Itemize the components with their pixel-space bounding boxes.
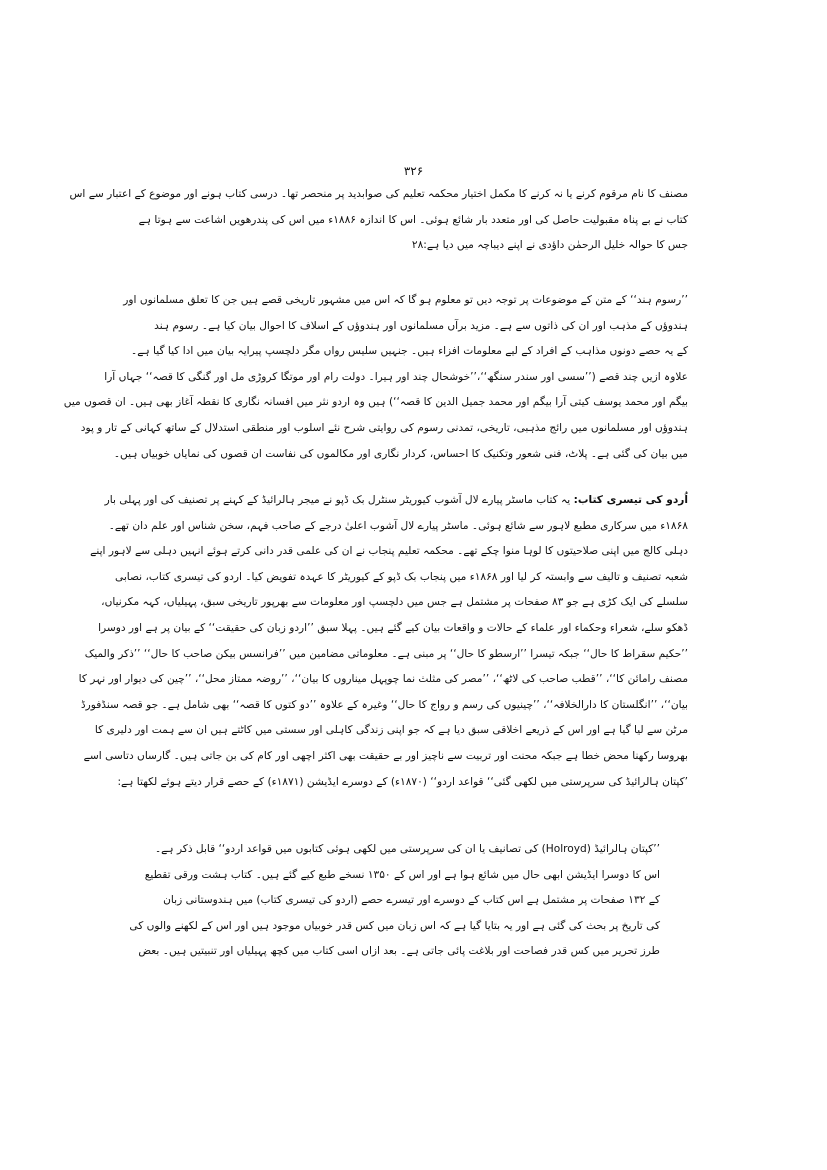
text-line: اس کا دوسرا ایڈیشن ابھی حال میں شائع ہوا ہے اور اس کے ۱۳۵۰ نسخے طبع کیے گئے ہیں۔ کتاب ہشت ورقی تقطیع <box>144 868 660 881</box>
text-line: مرٹن سے لیا گیا ہے اور اس کے ذریعے اخلاقی سبق دیا ہے کہ جو اپنی زندگی کاہلی اور سستی میں کاٹتے ہیں ان سے ہمت اور دلیری کا <box>94 724 688 737</box>
text-line: ’کپتان ہالرائیڈ کی سرپرستی میں لکھی گئی‘‘ قواعد اردو‘‘ (۱۸۷۰ء) کے دوسرے ایڈیشن (۱۸۷۱ء) کے حصے قرار دیتے ہوئے لکھتا ہے: <box>117 775 688 788</box>
text-line: بھروسا رکھنا محض خطا ہے جبکہ محنت اور تربیت سے ناچیز اور بے حقیقت بھی اکثر اچھی اور کام کی بن جاتی ہیں۔ گارساں دتاسی اسے <box>83 749 688 762</box>
text-line: شعبہ تصنیف و تالیف سے وابستہ کر لیا اور ۱۸۶۸ء میں پنجاب بک ڈپو کے کیوریٹر کا عہدہ تفویض کیا۔ اردو کی تیسری کتاب، نصابی <box>114 570 688 583</box>
text-line: ’’رسوم ہند‘‘ کے متن کے موضوعات پر توجہ دیں تو معلوم ہو گا کہ اس میں مشہور تاریخی قصے ہیں جن کا تعلق مسلمانوں اور <box>123 294 688 306</box>
text-line: جس کا حوالہ خلیل الرحمٰن داؤدی نے اپنے دیباچہ میں دیا ہے:۲۸ <box>411 239 688 252</box>
text-line <box>104 488 688 514</box>
text-line: مصنف رامائن کا‘‘، ’’قطب صاحب کی لاٹھ‘‘، ’’مصر کی مثلث نما چوپہل میناروں کا بیان‘‘، ’’روضہ ممتاز محل‘‘، ’’چین کی دیوار اور نہر کا <box>78 673 688 686</box>
text-line: کے یہ حصے دونوں مذاہب کے افراد کے لیے معلومات افزاء ہیں۔ جنہیں سلیس رواں مگر دلچسپ پیرایہ بیان میں ادا کیا گیا ہے۔ <box>131 345 688 358</box>
text-line: علاوہ ازیں چند قصے (’’سسی اور سندر سنگھ‘‘،’’خوشحال چند اور ہیرا۔ دولت رام اور موتگا کروڑی مل اور گنگی کا قصہ‘‘ جہاں آرا <box>104 370 688 383</box>
text-line: ہندوؤں کے مذہب اور ان کی ذاتوں سے ہے۔ مزید برآں مسلمانوں اور ہندوؤں کے اسلاف کا احوال بیان کیا ہے۔ رسوم ہند <box>154 319 688 332</box>
text-line: میں بیان کی گئی ہے۔ پلاٹ، فنی شعور وتکنیک کا احساس، کردار نگاری اور مکالموں کی نفاست ان قصوں کی نمایاں خوبیاں ہیں۔ <box>113 447 688 460</box>
page-number: ۳۲۶ <box>403 164 424 178</box>
text-line: ’’کپتان ہالرائیڈ (Holroyd) کی تصانیف یا ان کی سرپرستی میں لکھی ہوئی کتابوں میں قواعد اردو‘‘ قابل ذکر ہے۔ <box>154 843 660 855</box>
block-quote <box>63 288 688 467</box>
text-line: طرز تحریر میں کس قدر فصاحت اور بلاغت پائی جاتی ہے۔ بعد ازاں اسی کتاب میں کچھ پہیلیاں اور تنبیتیں ہیں۔ بعض <box>138 945 660 958</box>
text-line: مصنف کا نام مرقوم کرنے یا نہ کرنے کا مکمل اختیار محکمہ تعلیم کی صوابدید پر منحصر تھا۔ درسی کتاب ہونے اور موضوع کے اعتبار سے اس <box>69 188 688 200</box>
section-paragraph <box>78 488 688 795</box>
section-first-line: یہ کتاب ماسٹر پیارے لال آشوب کیوریٹر سنٹرل بک ڈپو نے میجر ہالرائیڈ کے کہنے پر تصنیف کی اور پہلی بار <box>104 494 574 506</box>
text-line: بیگم اور محمد یوسف کیتی آرا بیگم اور محمد جمیل الدین کا قصہ‘‘) ہیں وہ اردو نثر میں افسانہ نگاری کا نقطہ آغاز بھی ہیں۔ ان قصوں میں <box>63 396 688 409</box>
text-line: دہلی کالج میں اپنی صلاحیتوں کا لوہا منوا چکے تھے۔ محکمہ تعلیم پنجاب نے ان کی علمی قدر دانی کرتے ہوئے انہیں دہلی سے لاہور اپنے <box>90 545 688 558</box>
text-line: ۱۸۶۸ء میں سرکاری مطبع لاہور سے شائع ہوئی۔ ماسٹر پیارے لال آشوب اعلیٰ درجے کے صاحب فہم، سخن شناس اور علم دان تھے۔ <box>108 519 688 532</box>
text-line: ہندوؤں اور مسلمانوں میں رائج مذہبی، تاریخی، تمدنی رسوم کی روایتی شرح نئے اسلوب اور منطقی استدلال کے ساتھ کہانی کے تار و پود <box>80 421 688 434</box>
text-line: کی تاریخ پر بحث کی گئی ہے اور یہ بتایا گیا ہے کہ اس زبان میں کس قدر خوبیاں موجود ہیں اور اس کے لکھنے والوں کی <box>129 919 660 932</box>
section-heading: اُردو کی تیسری کتاب: <box>573 494 688 506</box>
text-line: ڈھکو سلے، شعراء وحکماء اور علماء کے حالات و واقعات بیان کیے گئے ہیں۔ پہلا سبق ’’اردو زبان کی حقیقت‘‘ کے بیان پر ہے اور دوسرا <box>98 621 688 634</box>
block-quote-holroyd <box>129 837 660 965</box>
text-line: کتاب نے بے پناہ مقبولیت حاصل کی اور متعدد بار شائع ہوئی۔ اس کا اندازہ ۱۸۸۶ء میں اس کی پندرھویں اشاعت سے ہوتا ہے <box>138 213 688 226</box>
intro-paragraph <box>69 182 688 259</box>
text-line: کے ۱۳۲ صفحات پر مشتمل ہے اس کتاب کے دوسرے اور تیسرے حصے (اردو کی تیسری کتاب) میں ہندوستانی زبان <box>163 894 660 907</box>
text-line: بیان‘‘، ’’انگلستان کا دارالخلافہ‘‘، ’’چینیوں کی رسم و رواج کا حال‘‘ وغیرہ کے علاوہ ’’دو کتوں کا قصہ‘‘ بھی شامل ہے۔ جو قصہ سنڈفورڈ <box>80 698 688 711</box>
text-line: سلسلے کی ایک کڑی ہے جو ۸۳ صفحات پر مشتمل ہے جس میں دلچسپ اور معلومات سے بھرپور تاریخی سبق، پہیلیاں، کہہ مکرنیاں، <box>101 596 688 609</box>
text-line: ’’حکیم سقراط کا حال‘‘ جبکہ تیسرا ’’ارسطو کا حال‘‘ پر مبنی ہے۔ معلوماتی مضامین میں ’’فرانسس بیکن صاحب کا حال‘‘ ’’ذکر والمیک <box>84 647 688 660</box>
